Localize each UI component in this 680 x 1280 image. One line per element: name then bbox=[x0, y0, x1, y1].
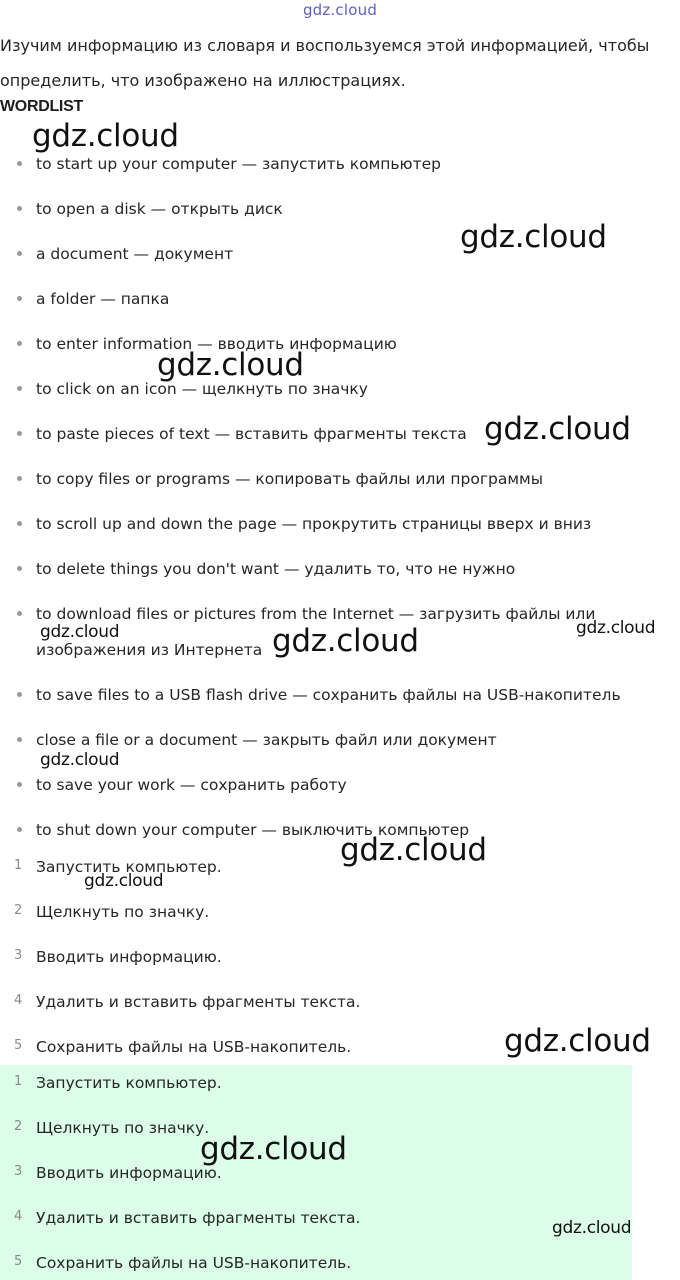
bullet-icon bbox=[17, 827, 22, 832]
wordlist-item-text: to scroll up and down the page — прокрутить страницы вверх и вниз bbox=[36, 515, 592, 533]
wordlist-item-text: to copy files or programs — копировать файлы или программы bbox=[36, 470, 543, 488]
watermark: gdz.cloud bbox=[40, 750, 120, 770]
watermark: gdz.cloud bbox=[340, 832, 487, 868]
site-header-watermark[interactable]: gdz.cloud bbox=[302, 1, 378, 19]
wordlist-item-text: to start up your computer — запустить компьютер bbox=[36, 155, 442, 173]
watermark: gdz.cloud bbox=[157, 347, 304, 383]
watermark: gdz.cloud bbox=[576, 618, 656, 638]
list-number: 4 bbox=[14, 1209, 23, 1224]
bullet-icon bbox=[17, 611, 22, 616]
bullet-icon bbox=[17, 692, 22, 697]
wordlist-item-text: a document — документ bbox=[36, 245, 234, 263]
bullet-icon bbox=[17, 737, 22, 742]
watermark: gdz.cloud bbox=[40, 622, 120, 642]
watermark: gdz.cloud bbox=[32, 118, 179, 154]
wordlist-item-text: a folder — папка bbox=[36, 290, 170, 308]
answer-list-item-text: Запустить компьютер. bbox=[36, 1074, 222, 1092]
list-number: 3 bbox=[14, 948, 23, 963]
answer-list-item-text: Щелкнуть по значку. bbox=[36, 1119, 210, 1137]
bullet-icon bbox=[17, 161, 22, 166]
bullet-icon bbox=[17, 386, 22, 391]
list-number: 5 bbox=[14, 1038, 23, 1053]
bullet-icon bbox=[17, 566, 22, 571]
answer-list-item-text: Вводить информацию. bbox=[36, 1164, 222, 1182]
list-number: 4 bbox=[14, 993, 23, 1008]
task-list-item-text: Запустить компьютер. bbox=[36, 858, 222, 876]
answer-list-item-text: Удалить и вставить фрагменты текста. bbox=[36, 1209, 361, 1227]
bullet-icon bbox=[17, 782, 22, 787]
watermark: gdz.cloud bbox=[272, 623, 419, 659]
list-number: 2 bbox=[14, 903, 23, 918]
wordlist-item-text: to save your work — сохранить работу bbox=[36, 776, 347, 794]
list-number: 1 bbox=[14, 1074, 23, 1089]
bullet-icon bbox=[17, 341, 22, 346]
intro-paragraph: Изучим информацию из словаря и воспользуемся этой информацией, чтобы определить, что изображено на иллюстрациях. bbox=[0, 36, 650, 90]
list-number: 1 bbox=[14, 858, 23, 873]
wordlist-item-text: to enter information — вводить информацию bbox=[36, 335, 397, 353]
bullet-icon bbox=[17, 251, 22, 256]
task-list-item-text: Сохранить файлы на USB-накопитель. bbox=[36, 1038, 352, 1056]
watermark: gdz.cloud bbox=[84, 871, 164, 891]
wordlist-heading: WORDLIST bbox=[0, 98, 83, 115]
watermark: gdz.cloud bbox=[460, 219, 607, 255]
wordlist-item-text: close a file or a document — закрыть файл или документ bbox=[36, 731, 497, 749]
watermark: gdz.cloud bbox=[504, 1023, 651, 1059]
bullet-icon bbox=[17, 206, 22, 211]
wordlist-item-text: to paste pieces of text — вставить фрагменты текста bbox=[36, 425, 467, 443]
answer-list-item-text: Сохранить файлы на USB-накопитель. bbox=[36, 1254, 352, 1272]
wordlist-item-text: to delete things you don't want — удалить то, что не нужно bbox=[36, 560, 516, 578]
bullet-icon bbox=[17, 521, 22, 526]
list-number: 2 bbox=[14, 1119, 23, 1134]
wordlist-item-text: to shut down your computer — выключить компьютер bbox=[36, 821, 470, 839]
task-list-item-text: Удалить и вставить фрагменты текста. bbox=[36, 993, 361, 1011]
list-number: 3 bbox=[14, 1164, 23, 1179]
task-list-item-text: Щелкнуть по значку. bbox=[36, 903, 210, 921]
bullet-icon bbox=[17, 431, 22, 436]
wordlist-item-text: to click on an icon — щелкнуть по значку bbox=[36, 380, 368, 398]
bullet-icon bbox=[17, 476, 22, 481]
watermark: gdz.cloud bbox=[484, 411, 631, 447]
bullet-icon bbox=[17, 296, 22, 301]
task-list-item-text: Вводить информацию. bbox=[36, 948, 222, 966]
wordlist-item-text: to download files or pictures from the Internet — загрузить файлы или изображения из Интернета bbox=[36, 605, 596, 659]
wordlist-item-text: to save files to a USB flash drive — сохранить файлы на USB-накопитель bbox=[36, 686, 621, 704]
watermark: gdz.cloud bbox=[552, 1218, 632, 1238]
list-number: 5 bbox=[14, 1254, 23, 1269]
watermark: gdz.cloud bbox=[200, 1131, 347, 1167]
wordlist-item-text: to open a disk — открыть диск bbox=[36, 200, 283, 218]
